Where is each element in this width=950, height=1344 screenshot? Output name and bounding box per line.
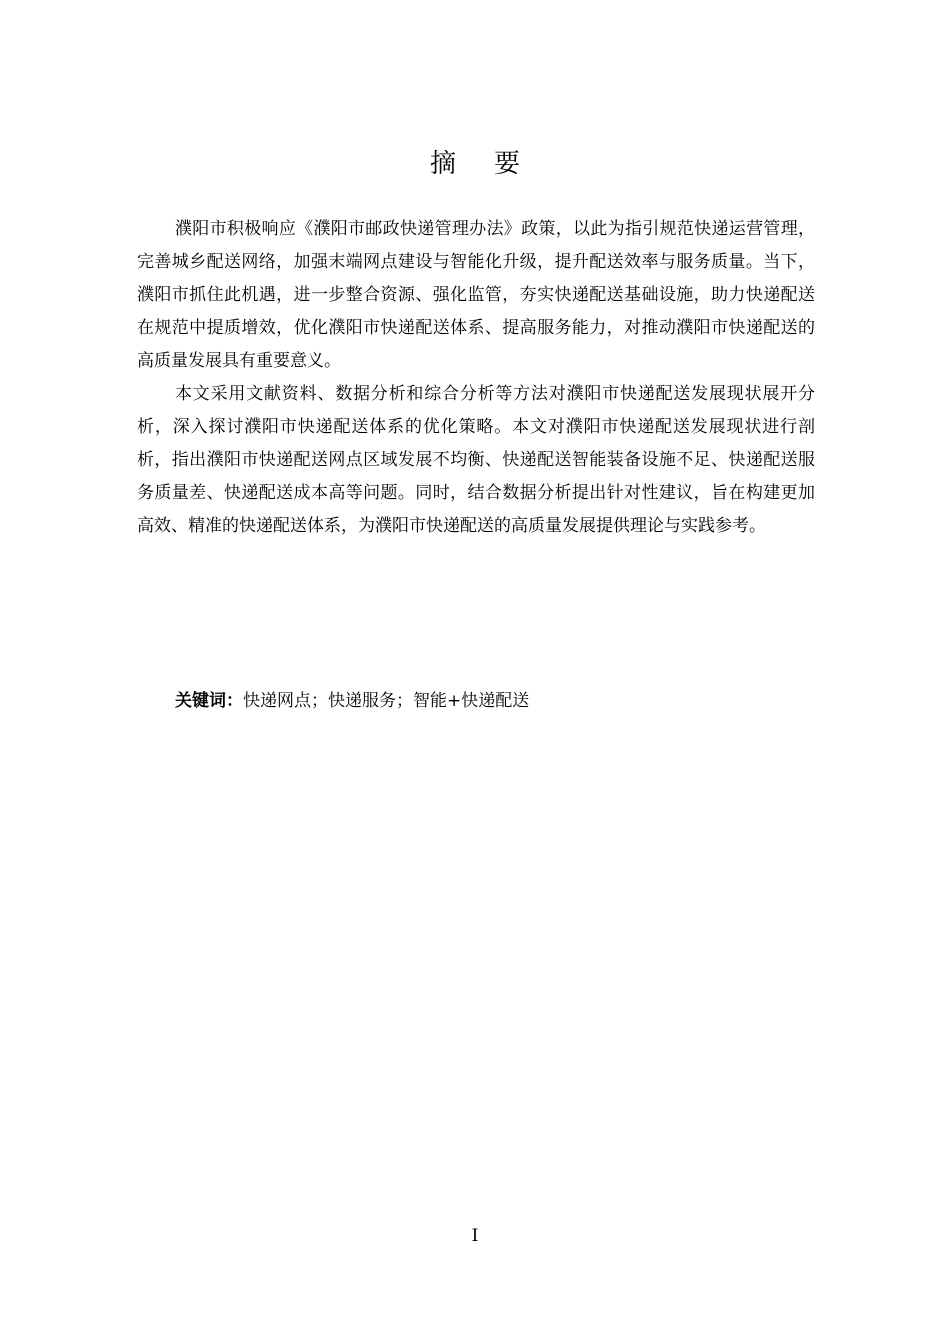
page-number: I — [471, 1226, 479, 1246]
abstract-title-char-1: 摘 — [429, 149, 456, 179]
abstract-body — [137, 213, 815, 543]
keywords-label: 关键词： — [175, 691, 243, 711]
keywords-value: 快递网点；快递服务；智能+快递配送 — [243, 691, 530, 711]
abstract-paragraph-2: 本文采用文献资料、数据分析和综合分析等方法对濮阳市快递配送发展现状展开分析，深入探讨濮阳市快递配送体系的优化策略。本文对濮阳市快递配送发展现状进行剖析，指出濮阳市快递配送网点区域发展不均衡、快递配送智能装备设施不足、快递配送服务质量差、快递配送成本高等问题。同时，结合数据分析提出针对性建议，旨在构建更加高效、精准的快递配送体系，为濮阳市快递配送的高质量发展提供理论与实践参考。 — [137, 384, 815, 536]
abstract-title — [0, 144, 950, 184]
keywords-line — [175, 685, 529, 718]
abstract-paragraph-1: 濮阳市积极响应《濮阳市邮政快递管理办法》政策，以此为指引规范快递运营管理，完善城乡配送网络，加强末端网点建设与智能化升级，提升配送效率与服务质量。当下，濮阳市抓住此机遇，进一步整合资源、强化监管，夯实快递配送基础设施，助力快递配送在规范中提质增效，优化濮阳市快递配送体系、提高服务能力，对推动濮阳市快递配送的高质量发展具有重要意义。 — [137, 219, 815, 371]
abstract-title-char-2: 要 — [494, 149, 521, 179]
